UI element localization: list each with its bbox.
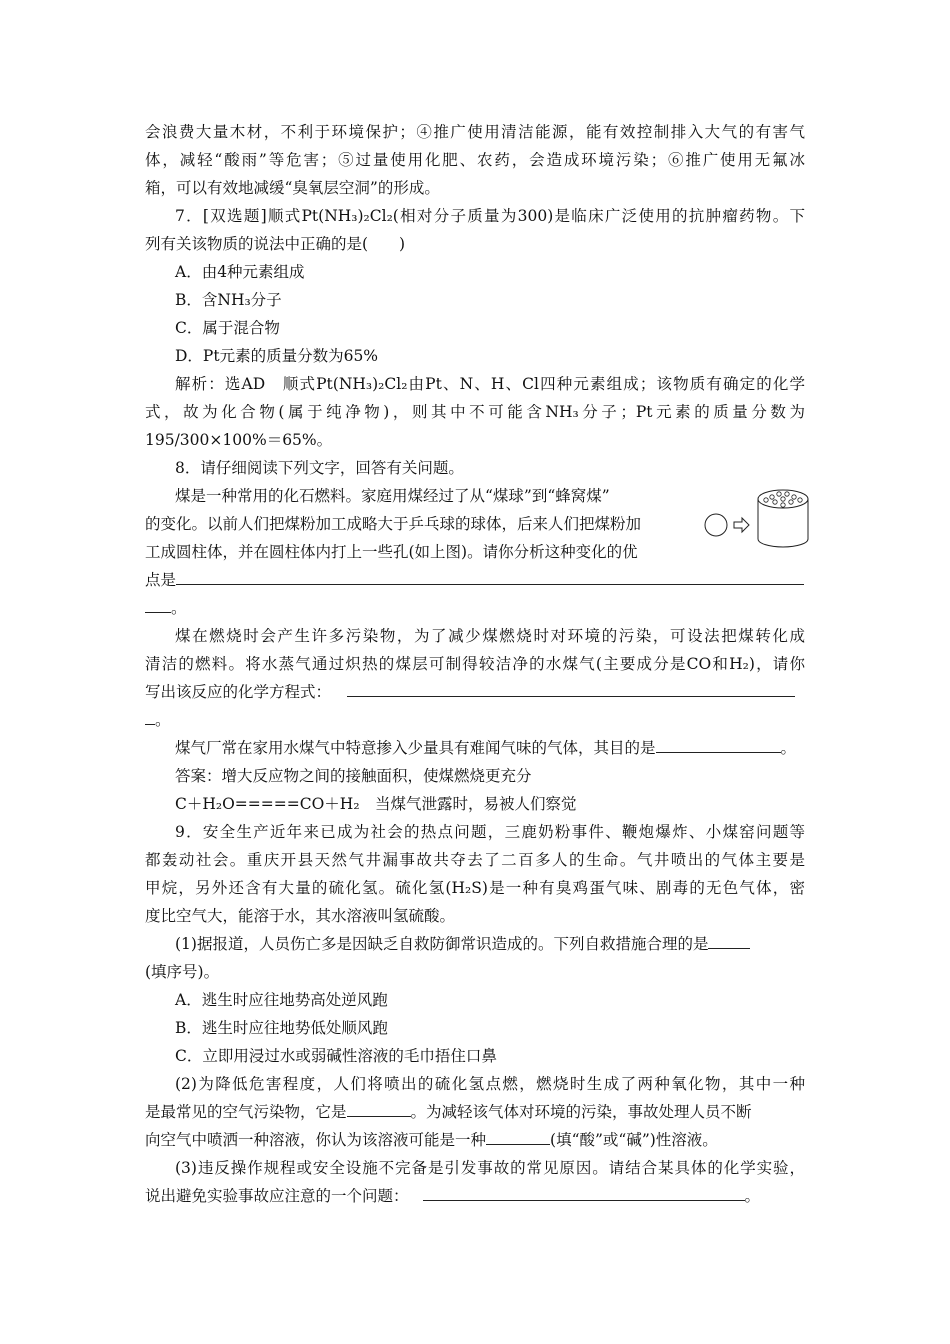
answer-blank[interactable] <box>656 738 781 753</box>
passage-line: 工成圆柱体，并在圆柱体内打上一些孔(如上图)。请你分析这种变化的优 <box>145 543 638 561</box>
answer-blank-line <box>175 934 805 954</box>
coal-figure <box>700 485 810 555</box>
option-d: D．Pt元素的质量分数为65% <box>175 347 379 365</box>
option-b: B．逃生时应往地势低处顺风跑 <box>175 1019 388 1037</box>
coal-ball <box>705 514 727 536</box>
option-b: B．含NH₃分子 <box>175 291 282 309</box>
answer-line: C＋H₂O=====CO＋H₂ 当煤气泄露时，易被人们察觉 <box>175 795 577 813</box>
answer-blank[interactable] <box>145 710 155 725</box>
question-8-stem: 8．请仔细阅读下列文字，回答有关问题。 <box>175 459 464 477</box>
answer-blank[interactable] <box>145 598 171 613</box>
question-9-stem: 都轰动社会。重庆开县天然气井漏事故共夺去了二百多人的生命。气井喷出的气体主要是 <box>145 851 805 869</box>
passage-text: 点是 <box>145 571 177 589</box>
sub-question-3: 说出避免实验事故应注意的一个问题： <box>145 1187 409 1205</box>
sub-question-2: (填“酸”或“碱”)性溶液。 <box>550 1131 718 1149</box>
sub-question-2: (2)为降低危害程度，人们将喷出的硫化氢点燃，燃烧时生成了两种氧化物，其中一种 <box>175 1075 805 1093</box>
option-c: C．属于混合物 <box>175 319 280 337</box>
answer-blank-line <box>145 710 805 730</box>
answer-blank[interactable] <box>347 682 795 697</box>
punctuation: 。 <box>780 739 797 757</box>
sub-question-2: 是最常见的空气污染物，它是 <box>145 1103 347 1121</box>
analysis-line: 式，故为化合物(属于纯净物)，则其中不可能含NH₃分子；Pt元素的质量分数为 <box>145 403 805 421</box>
arrow-icon <box>734 518 749 532</box>
question-7-stem: 7．[双选题]顺式Pt(NH₃)₂Cl₂(相对分子质量为300)是临床广泛使用的抗肿瘤药物。下 <box>175 207 805 225</box>
answer-blank-line <box>145 1130 805 1150</box>
answer-blank-line <box>145 1102 805 1122</box>
sub-question-3: (3)违反操作规程或安全设施不完备是引发事故的常见原因。请结合某具体的化学实验， <box>175 1159 805 1177</box>
option-c: C．立即用浸过水或弱碱性溶液的毛巾捂住口鼻 <box>175 1047 497 1065</box>
analysis-line: 195/300×100%＝65%。 <box>145 431 333 449</box>
question-9-stem: 甲烷，另外还含有大量的硫化氢。硫化氢(H₂S)是一种有臭鸡蛋气味、剧毒的无色气体，密 <box>145 879 805 897</box>
question-9-stem: 度比空气大，能溶于水，其水溶液叫氢硫酸。 <box>145 907 456 925</box>
passage-text: 写出该反应的化学方程式： <box>145 683 332 701</box>
answer-blank-line <box>145 682 805 702</box>
sub-question-2: 。为减轻该气体对环境的污染，事故处理人员不断 <box>410 1103 752 1121</box>
sub-question-1: (1)据报道，人员伤亡多是因缺乏自救防御常识造成的。下列自救措施合理的是 <box>175 935 709 953</box>
question-7-stem: 列有关该物质的说法中正确的是( ) <box>145 235 406 253</box>
answer-blank-line <box>175 738 805 758</box>
punctuation: 。 <box>171 599 187 617</box>
answer-blank[interactable] <box>708 934 750 949</box>
honeycomb-briquette <box>758 490 808 547</box>
answer-blank[interactable] <box>176 570 804 585</box>
answer-blank[interactable] <box>486 1130 550 1145</box>
analysis-line: 解析：选AD 顺式Pt(NH₃)₂Cl₂由Pt、N、H、Cl四种元素组成；该物质有确定的化学 <box>175 375 805 393</box>
question-9-stem: 9．安全生产近年来已成为社会的热点问题，三鹿奶粉事件、鞭炮爆炸、小煤窑问题等 <box>175 823 805 841</box>
passage-line: 煤是一种常用的化石燃料。家庭用煤经过了从“煤球”到“蜂窝煤” <box>175 487 610 505</box>
option-a: A．逃生时应往地势高处逆风跑 <box>175 991 388 1009</box>
passage-line: 清洁的燃料。将水蒸气通过炽热的煤层可制得较洁净的水煤气(主要成分是CO和H₂)，请你 <box>145 655 805 673</box>
answer-blank-line <box>145 570 805 590</box>
answer-blank[interactable] <box>423 1186 745 1201</box>
punctuation: 。 <box>155 711 171 729</box>
passage-line: 的变化。以前人们把煤粉加工成略大于乒乓球的球体，后来人们把煤粉加 <box>145 515 642 533</box>
passage-line: 煤在燃烧时会产生许多污染物，为了减少煤燃烧时对环境的污染，可设法把煤转化成 <box>175 627 805 645</box>
text-line: 体，减轻“酸雨”等危害；⑤过量使用化肥、农药，会造成环境污染；⑥推广使用无氟冰 <box>145 151 805 169</box>
answer-blank[interactable] <box>347 1102 411 1117</box>
answer-line: 答案：增大反应物之间的接触面积，使煤燃烧更充分 <box>175 767 532 785</box>
answer-blank-line <box>145 598 805 618</box>
passage-text: 煤气厂常在家用水煤气中特意掺入少量具有难闻气味的气体，其目的是 <box>175 739 656 757</box>
text-line: 会浪费大量木材，不利于环境保护；④推广使用清洁能源，能有效控制排入大气的有害气 <box>145 123 805 141</box>
sub-question-1: (填序号)。 <box>145 963 220 981</box>
option-a: A．由4种元素组成 <box>175 263 305 281</box>
text-line: 箱，可以有效地减缓“臭氧层空洞”的形成。 <box>145 179 440 197</box>
answer-blank-line <box>145 1186 805 1206</box>
sub-question-2: 向空气中喷洒一种溶液，你认为该溶液可能是一种 <box>145 1131 487 1149</box>
punctuation: 。 <box>744 1187 761 1205</box>
